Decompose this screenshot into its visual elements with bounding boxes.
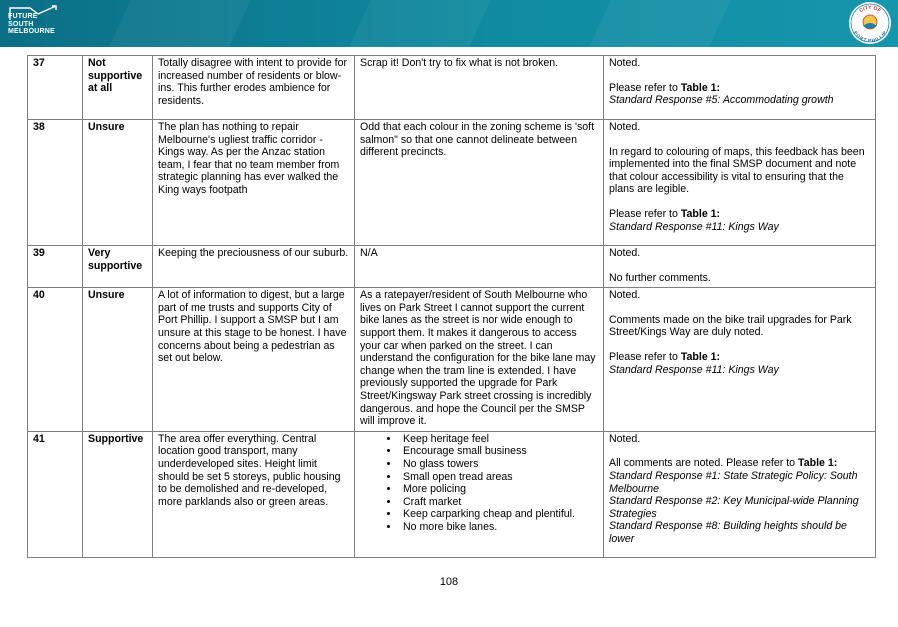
response-paragraph	[609, 314, 870, 339]
detail-text: N/A	[360, 247, 378, 259]
response-ref-prefix: All comments are noted. Please refer to	[609, 457, 799, 470]
detail-cell	[355, 431, 604, 557]
comment-text: The plan has nothing to repair Melbourne's ugliest traffic corridor - Kings way. As per the Anzac station team, I fear that no team member from strategic planning has ever walked the King ways footpath	[158, 121, 340, 196]
detail-text: Scrap it! Don't try to fix what is not broken.	[360, 57, 559, 69]
submission-number: 40	[33, 289, 45, 302]
comment-text: Keeping the preciousness of our suburb.	[158, 247, 349, 259]
response-cell	[604, 56, 876, 120]
bullet-item: • Keep carparking cheap and plentiful.	[400, 508, 598, 521]
response-text: In regard to colouring of maps, this feedback has been implemented into the final SMSP document and note that colour accessibility is vital to ensuring that the plans are legible.	[609, 145, 865, 196]
comment-cell	[153, 120, 355, 246]
response-paragraph	[609, 433, 870, 446]
submission-number: 39	[33, 247, 45, 259]
response-text: Noted.	[609, 289, 641, 302]
response-paragraph	[609, 208, 870, 233]
response-paragraph	[609, 82, 870, 107]
response-paragraph	[609, 247, 870, 260]
comment-text: A lot of information to digest, but a large part of me trusts and supports City of Port Phillip. I support a SMSP but I am unsure at this stage to be honest. I have concerns about being a pedestrian as set out below.	[158, 289, 347, 365]
response-paragraph	[609, 457, 870, 545]
support-level: Very supportive	[88, 247, 143, 272]
response-paragraph	[609, 121, 870, 134]
response-paragraph	[609, 289, 870, 302]
response-text: No further comments.	[609, 271, 711, 284]
support-level: Not supportive at all	[88, 57, 143, 95]
bullet-item: • Craft market	[400, 496, 598, 509]
response-paragraph	[609, 57, 870, 70]
table-reference: Table 1:	[680, 81, 721, 94]
response-paragraph	[609, 272, 870, 285]
response-text: Noted.	[609, 247, 641, 259]
logo-line: SOUTH	[8, 20, 34, 28]
response-text: Noted.	[609, 57, 641, 69]
response-paragraph	[609, 146, 870, 196]
detail-cell	[355, 246, 604, 288]
response-cell	[604, 288, 876, 432]
submission-number: 38	[33, 121, 45, 133]
table-reference: Table 1:	[798, 457, 838, 470]
standard-response: Standard Response #5: Accommodating growth	[609, 94, 834, 107]
comment-cell	[153, 56, 355, 120]
logo-line: FUTURE	[8, 13, 38, 20]
submissions-table	[27, 55, 876, 558]
comment-text: Totally disagree with intent to provide for increased number of residents or blow-ins. This further erodes ambience for residents.	[158, 57, 348, 107]
standard-response: Standard Response #8: Building heights should be lower	[609, 520, 847, 545]
bullet-item: • No more bike lanes.	[400, 521, 598, 534]
future-south-melbourne-logo	[8, 4, 78, 44]
detail-cell	[355, 56, 604, 120]
detail-text: Odd that each colour in the zoning scheme is 'soft salmon" so that one cannot delineate between different precincts.	[360, 121, 595, 159]
support-level-cell	[83, 288, 153, 432]
bullet-item: • Encourage small business	[400, 445, 598, 458]
comment-cell	[153, 431, 355, 557]
comment-text: The area offer everything. Central location good transport, many underdeveloped sites. Height limit should be set 5 storeys, public housing to be demolished and re-developed, more parklands also or green areas.	[158, 432, 341, 508]
banner-stripe	[589, 0, 731, 47]
table-row	[28, 288, 876, 432]
support-level-cell	[83, 56, 153, 120]
comment-cell	[153, 246, 355, 288]
bullet-list	[360, 433, 598, 534]
support-level-cell	[83, 246, 153, 288]
response-text: Comments made on the bike trail upgrades for Park Street/Kings Way are duly noted.	[609, 313, 852, 339]
city-of-port-phillip-seal	[848, 1, 892, 45]
submission-number-cell	[28, 246, 83, 288]
standard-response: Standard Response #1: State Strategic Policy: South Melbourne	[609, 469, 858, 495]
support-level: Unsure	[88, 121, 125, 133]
submission-number-cell	[28, 120, 83, 246]
detail-cell	[355, 120, 604, 246]
submission-number: 41	[33, 432, 45, 445]
comment-cell	[153, 288, 355, 432]
response-ref-prefix: Please refer to	[609, 350, 681, 363]
submission-number: 37	[33, 57, 45, 69]
detail-text: As a ratepayer/resident of South Melbourne who lives on Park Street I cannot support the current bike lanes as the street is nor wide enough to support them. It makes it dangerous to access your car when parked on the street. I can understand the configuration for the bike lane may change when the tram line is extended. I have previously supported the upgrade for Park Street/Kingsway Park street crossing is incredibly dangerous. and hope the Council per the SMSP will improve it.	[360, 289, 596, 428]
response-text: Noted.	[609, 121, 641, 133]
page-number: 108	[439, 576, 459, 588]
logo-line: MELBOURNE	[8, 28, 55, 36]
support-level-cell	[83, 120, 153, 246]
response-cell	[604, 431, 876, 557]
table-row	[28, 431, 876, 557]
support-level: Unsure	[88, 289, 125, 302]
response-ref-prefix: Please refer to	[609, 207, 681, 220]
table-body	[28, 56, 876, 558]
submission-number-cell	[28, 431, 83, 557]
bullet-item: • Small open tread areas	[400, 471, 598, 484]
standard-response: Standard Response #11: Kings Way	[609, 363, 779, 376]
response-paragraph	[609, 351, 870, 376]
standard-response: Standard Response #2: Key Municipal-wide Planning Strategies	[609, 495, 859, 520]
bullet-item: • Keep heritage feel	[400, 433, 598, 446]
header-banner	[0, 0, 898, 47]
standard-response: Standard Response #11: Kings Way	[609, 220, 779, 233]
banner-stripe	[349, 0, 491, 47]
bullet-item: • More policing	[400, 483, 598, 496]
seal-bottom-text: PORT PHILLIP	[852, 30, 888, 44]
seal-top-text: CITY OF	[858, 4, 882, 15]
response-cell	[604, 120, 876, 246]
response-ref-prefix: Please refer to	[609, 81, 681, 94]
table-reference: Table 1:	[680, 350, 721, 363]
response-cell	[604, 246, 876, 288]
table-row	[28, 120, 876, 246]
response-text: Noted.	[609, 432, 641, 445]
support-level-cell	[83, 431, 153, 557]
table-reference: Table 1:	[680, 207, 721, 220]
support-level: Supportive	[88, 432, 144, 445]
table-row	[28, 246, 876, 288]
submission-number-cell	[28, 288, 83, 432]
banner-stripe	[109, 0, 251, 47]
submission-number-cell	[28, 56, 83, 120]
table-row	[28, 56, 876, 120]
bullet-item: • No glass towers	[400, 458, 598, 471]
detail-cell	[355, 288, 604, 432]
